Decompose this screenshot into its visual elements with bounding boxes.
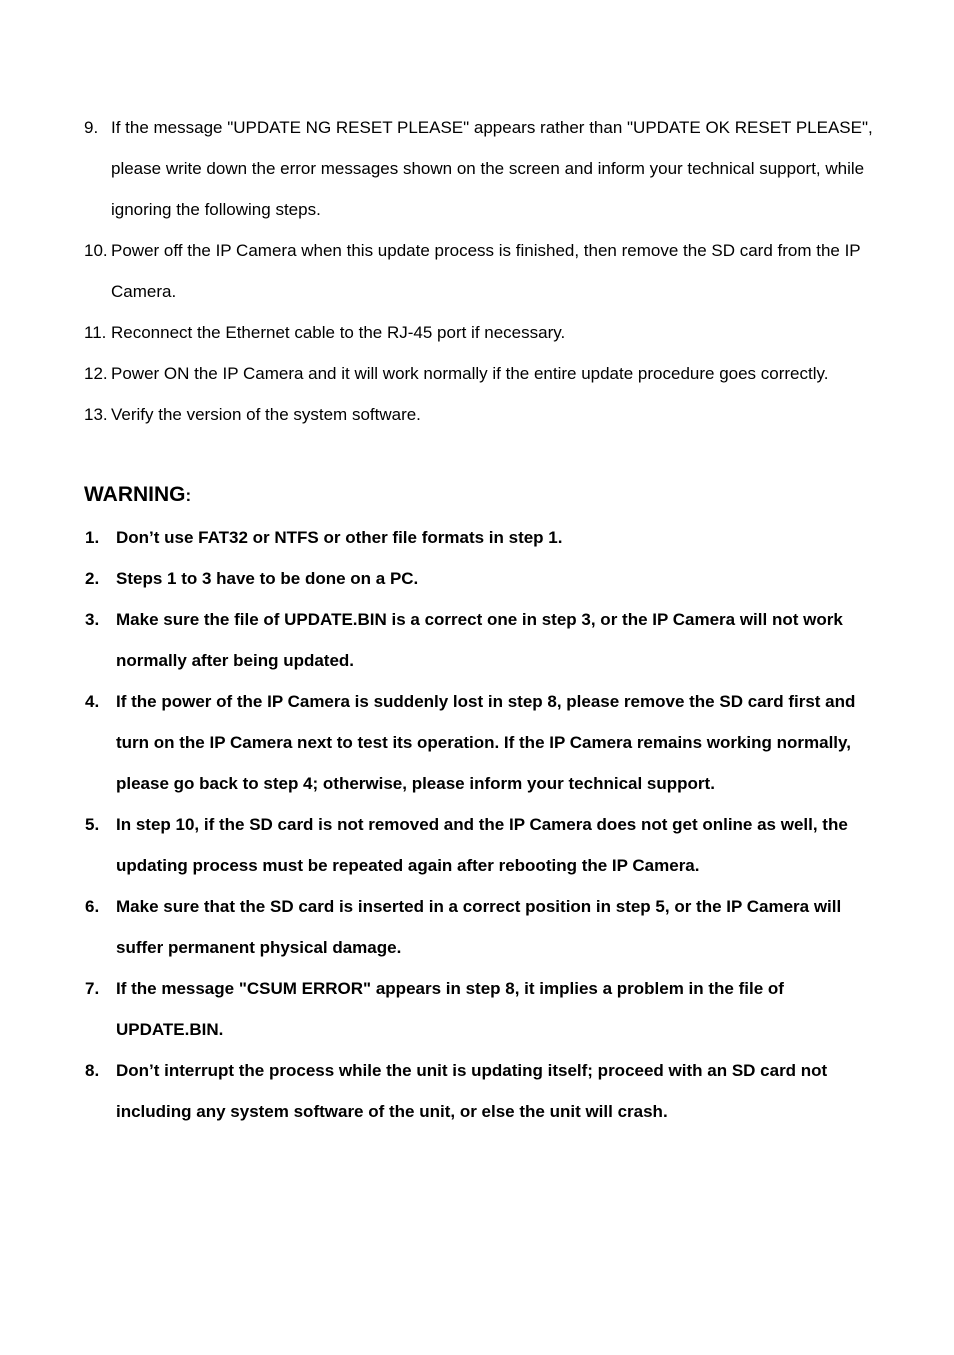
warning-number: 7. xyxy=(85,979,100,998)
warning-colon: : xyxy=(185,486,192,505)
step-item xyxy=(84,394,884,435)
warning-text: Don’t use FAT32 or NTFS or other file formats in step 1. xyxy=(116,528,563,547)
warning-item xyxy=(84,558,884,599)
warning-item xyxy=(84,681,884,804)
step-number: 11. xyxy=(84,323,107,342)
step-text: Power ON the IP Camera and it will work normally if the entire update procedure goes correctly. xyxy=(111,364,829,383)
warning-text: In step 10, if the SD card is not removed and the IP Camera does not get online as well, the updating process must be repeated again after rebooting the IP Camera. xyxy=(116,815,848,875)
warning-text: Make sure the file of UPDATE.BIN is a correct one in step 3, or the IP Camera will not work normally after being updated. xyxy=(116,610,843,670)
warning-number: 3. xyxy=(85,610,100,629)
step-number: 10. xyxy=(84,241,108,260)
warning-text: If the message "CSUM ERROR" appears in step 8, it implies a problem in the file of UPDATE.BIN. xyxy=(116,979,784,1039)
warning-number: 4. xyxy=(85,692,100,711)
warning-number: 8. xyxy=(85,1061,100,1080)
warning-heading xyxy=(84,477,191,514)
warning-text: Make sure that the SD card is inserted in a correct position in step 5, or the IP Camera will suffer permanent physical damage. xyxy=(116,897,842,957)
warning-text: Don’t interrupt the process while the unit is updating itself; proceed with an SD card not including any system software of the unit, or else the unit will crash. xyxy=(116,1061,828,1121)
step-number: 12. xyxy=(84,364,108,383)
warning-number: 1. xyxy=(85,528,100,547)
step-item xyxy=(84,353,884,394)
step-text: If the message "UPDATE NG RESET PLEASE" appears rather than "UPDATE OK RESET PLEASE", please write down the error messages shown on the screen and inform your technical support, while ignoring the following steps. xyxy=(111,118,873,219)
step-number: 9. xyxy=(84,118,99,137)
warning-item xyxy=(84,517,884,558)
warning-title-text: WARNING xyxy=(84,483,186,506)
warning-number: 5. xyxy=(85,815,100,834)
warning-number: 6. xyxy=(85,897,100,916)
step-text: Reconnect the Ethernet cable to the RJ-45 port if necessary. xyxy=(111,323,566,342)
warning-item xyxy=(84,968,884,1050)
warning-item xyxy=(84,804,884,886)
step-text: Verify the version of the system software. xyxy=(111,405,421,424)
warning-item xyxy=(84,886,884,968)
warning-list xyxy=(84,517,884,1132)
step-item xyxy=(84,312,884,353)
warning-text: Steps 1 to 3 have to be done on a PC. xyxy=(116,569,419,588)
step-item xyxy=(84,230,884,312)
step-item xyxy=(84,107,884,230)
warning-text: If the power of the IP Camera is suddenly lost in step 8, please remove the SD card first and turn on the IP Camera next to test its operation. If the IP Camera remains working normally, please go back to step 4; otherwise, please inform your technical support. xyxy=(116,692,856,793)
step-text: Power off the IP Camera when this update process is finished, then remove the SD card from the IP Camera. xyxy=(111,241,861,301)
warning-number: 2. xyxy=(85,569,100,588)
update-steps-list xyxy=(84,107,884,435)
warning-item xyxy=(84,1050,884,1132)
step-number: 13. xyxy=(84,405,108,424)
warning-item xyxy=(84,599,884,681)
